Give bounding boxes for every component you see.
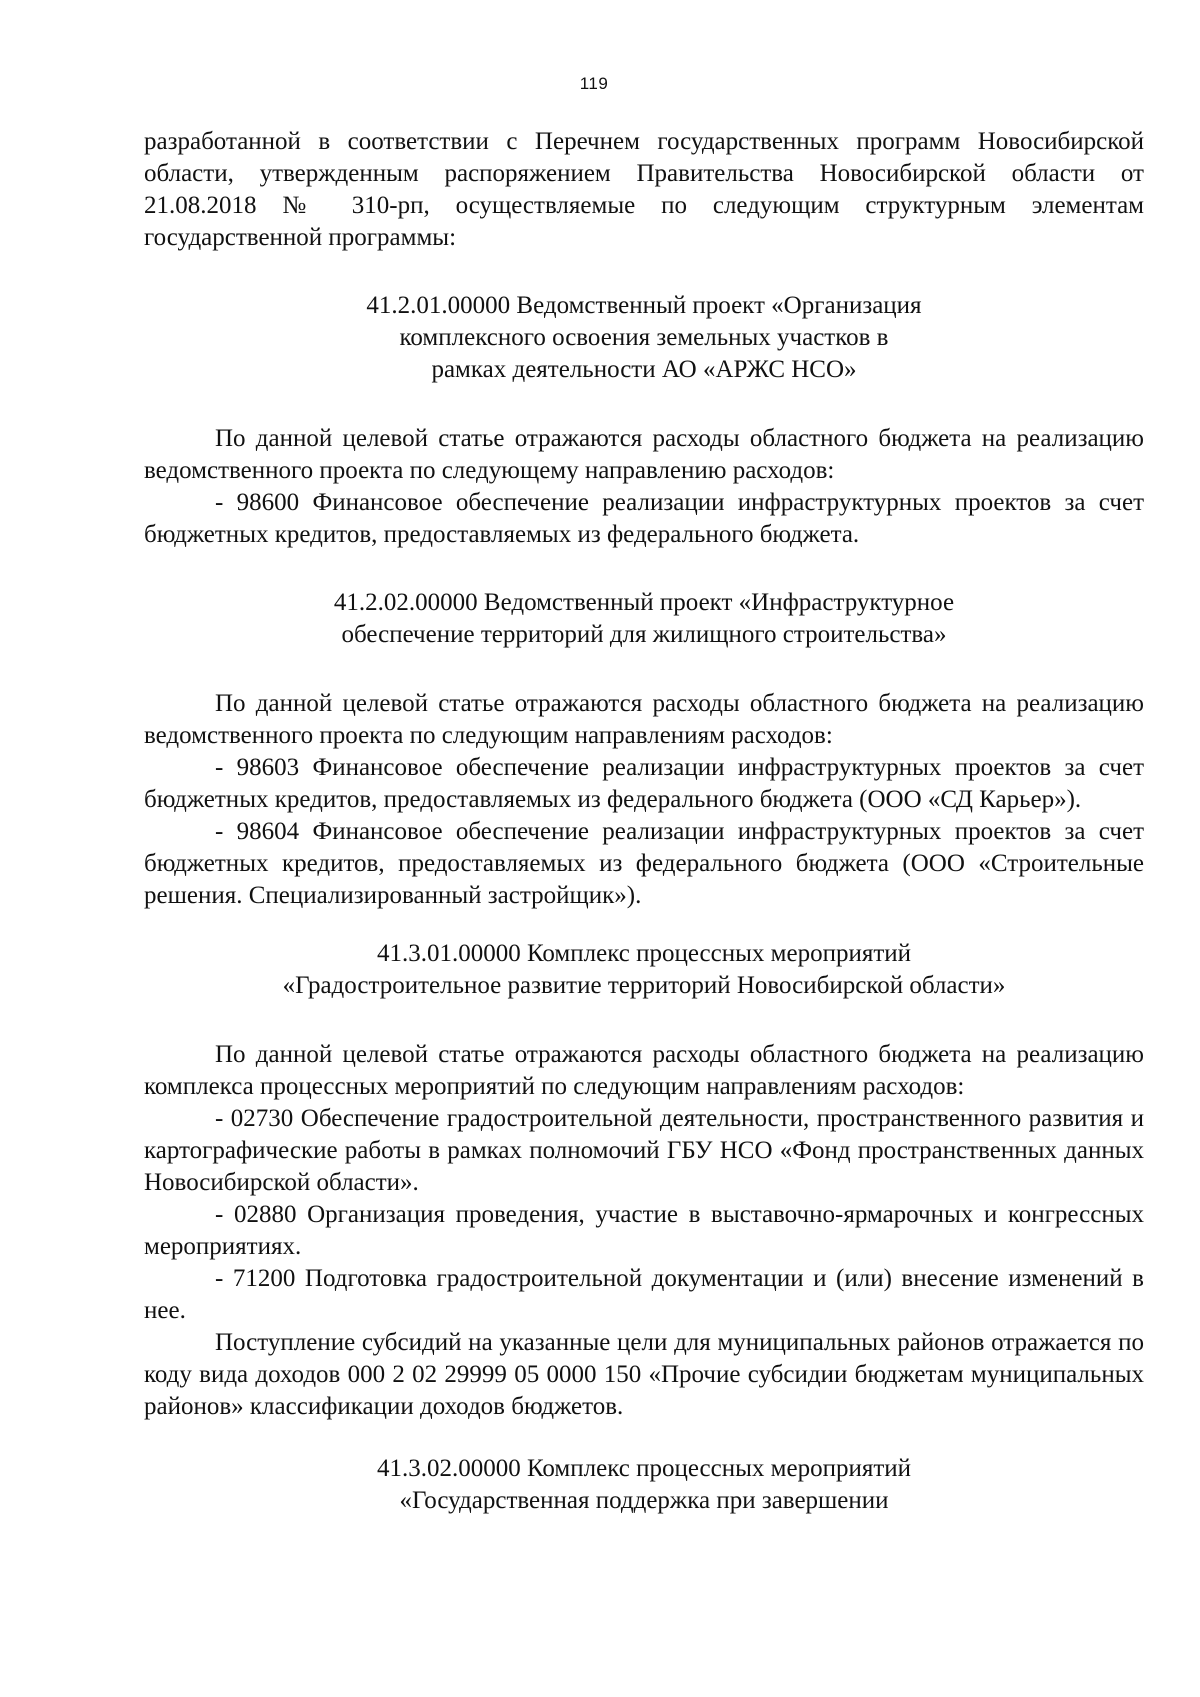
section-heading-41-2-02 bbox=[144, 587, 1144, 651]
heading-line: «Градостроительное развитие территорий Новосибирской области» bbox=[282, 972, 1006, 999]
heading-line: 41.2.01.00000 Ведомственный проект «Организация bbox=[366, 292, 922, 319]
heading-line: 41.2.02.00000 Ведомственный проект «Инфраструктурное bbox=[333, 589, 955, 616]
expense-item-71200: - 71200 Подготовка градостроительной документации и (или) внесение изменений в нее. bbox=[144, 1265, 1144, 1324]
body-paragraph: По данной целевой статье отражаются расходы областного бюджета на реализацию ведомственного проекта по следующим направлениям расходов: bbox=[144, 690, 1144, 749]
body-paragraph: По данной целевой статье отражаются расходы областного бюджета на реализацию комплекса процессных мероприятий по следующим направлениям расходов: bbox=[144, 1041, 1144, 1100]
expense-item-02880: - 02880 Организация проведения, участие в выставочно-ярмарочных и конгрессных мероприятиях. bbox=[144, 1201, 1144, 1260]
heading-line: комплексного освоения земельных участков в bbox=[399, 324, 889, 351]
heading-line: рамках деятельности АО «АРЖС НСО» bbox=[431, 356, 857, 383]
body-paragraph: По данной целевой статье отражаются расходы областного бюджета на реализацию ведомственного проекта по следующему направлению расходов: bbox=[144, 425, 1144, 484]
expense-item-02730: - 02730 Обеспечение градостроительной деятельности, пространственного развития и картографические работы в рамках полномочий ГБУ НСО «Фонд пространственных данных Новосибирской области». bbox=[144, 1105, 1144, 1196]
intro-paragraph: разработанной в соответствии с Перечнем государственных программ Новосибирской области, утвержденным распоряжением Правительства Новосибирской области от 21.08.2018 № 310-рп, осуществляемые по следующим структурным элементам государственной программы: bbox=[144, 128, 1144, 251]
section-heading-41-2-01 bbox=[144, 290, 1144, 386]
page-number: 119 bbox=[579, 74, 609, 93]
heading-line: 41.3.02.00000 Комплекс процессных мероприятий bbox=[376, 1455, 912, 1482]
section-heading-41-3-02 bbox=[144, 1453, 1144, 1517]
expense-item-98603: - 98603 Финансовое обеспечение реализации инфраструктурных проектов за счет бюджетных кредитов, предоставляемых из федерального бюджета (ООО «СД Карьер»). bbox=[144, 754, 1144, 813]
heading-line: «Государственная поддержка при завершении bbox=[399, 1487, 889, 1514]
section-heading-41-3-01 bbox=[144, 938, 1144, 1002]
heading-line: обеспечение территорий для жилищного строительства» bbox=[341, 621, 947, 648]
subsidy-note-paragraph: Поступление субсидий на указанные цели для муниципальных районов отражается по коду вида доходов 000 2 02 29999 05 0000 150 «Прочие субсидии бюджетам муниципальных районов» классификации доходов бюджетов. bbox=[144, 1329, 1144, 1420]
expense-item-98604: - 98604 Финансовое обеспечение реализации инфраструктурных проектов за счет бюджетных кредитов, предоставляемых из федерального бюджета (ООО «Строительные решения. Специализированный застройщик»). bbox=[144, 818, 1144, 909]
heading-line: 41.3.01.00000 Комплекс процессных мероприятий bbox=[376, 940, 912, 967]
expense-item-98600: - 98600 Финансовое обеспечение реализации инфраструктурных проектов за счет бюджетных кредитов, предоставляемых из федерального бюджета. bbox=[144, 489, 1144, 548]
document-body bbox=[144, 126, 1144, 1517]
